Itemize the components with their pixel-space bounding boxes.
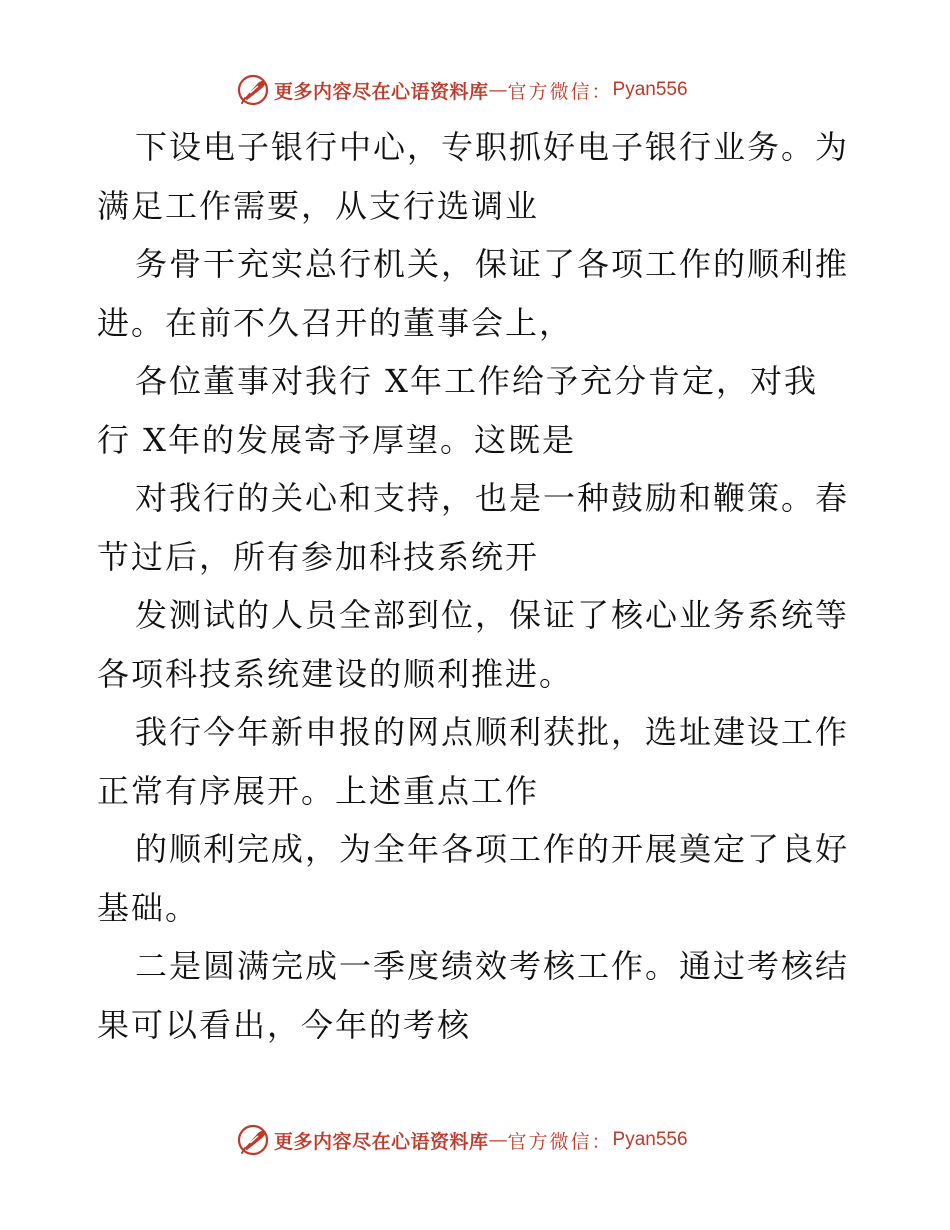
paragraph xyxy=(97,352,857,469)
text-line: 的顺利完成，为全年各项工作的开展奠定了良好 xyxy=(135,830,850,868)
text-line: 果可以看出，今年的考核 xyxy=(97,1005,472,1044)
quill-pen-logo-icon xyxy=(236,73,270,107)
watermark-wechat-id: Pyan556 xyxy=(612,1129,688,1150)
text-line: 各项科技系统建设的顺利推进。 xyxy=(97,654,574,693)
watermark-brand-text: 更多内容尽在心语资料库 xyxy=(274,1130,489,1153)
paragraph xyxy=(97,820,857,937)
paragraph xyxy=(97,937,857,1054)
paragraph xyxy=(97,118,857,235)
text-line: 发测试的人员全部到位，保证了核心业务系统等 xyxy=(135,596,850,634)
text-line: 下设电子银行中心，专职抓好电子银行业务。为 xyxy=(135,128,850,166)
text-line: 对我行的关心和支持，也是一种鼓励和鞭策。春 xyxy=(135,479,850,517)
watermark-wechat-id: Pyan556 xyxy=(612,79,688,100)
watermark-official-label: 官方微信： xyxy=(507,1130,613,1153)
text-line: 我行今年新申报的网点顺利获批，选址建设工作 xyxy=(135,713,850,751)
text-line: 务骨干充实总行机关，保证了各项工作的顺利推 xyxy=(135,245,850,283)
text-line: 二是圆满完成一季度绩效考核工作。通过考核结 xyxy=(135,947,850,985)
header-watermark xyxy=(236,72,688,108)
text-line: 节过后，所有参加科技系统开 xyxy=(97,537,540,576)
footer-watermark xyxy=(236,1122,688,1158)
text-line: 进。在前不久召开的董事会上， xyxy=(97,303,574,342)
paragraph xyxy=(97,235,857,352)
paragraph xyxy=(97,469,857,586)
paragraph xyxy=(97,586,857,703)
text-line: 基础。 xyxy=(97,888,200,927)
watermark-official-label: 官方微信： xyxy=(507,80,613,103)
text-line: 满足工作需要，从支行选调业 xyxy=(97,186,540,225)
watermark-dash: — xyxy=(488,1129,508,1151)
watermark-dash: — xyxy=(488,79,508,101)
document-body xyxy=(97,118,857,1054)
text-line: 正常有序展开。上述重点工作 xyxy=(97,771,540,810)
text-line: 各位董事对我行 X年工作给予充分肯定，对我 xyxy=(135,362,818,400)
watermark-brand-text: 更多内容尽在心语资料库 xyxy=(274,80,489,103)
paragraph xyxy=(97,703,857,820)
text-line: 行 X年的发展寄予厚望。这既是 xyxy=(97,420,576,459)
quill-pen-logo-icon xyxy=(236,1123,270,1157)
